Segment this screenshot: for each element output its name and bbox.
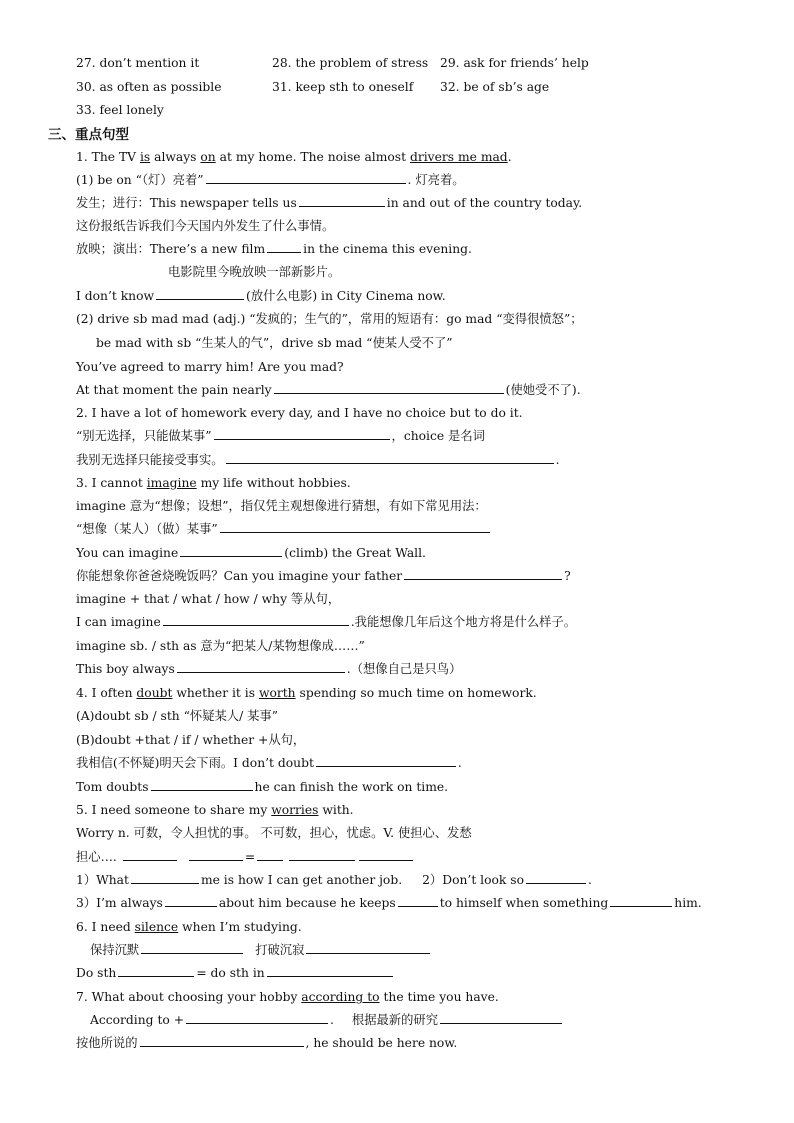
answer-blank[interactable] <box>180 545 282 557</box>
exercise-line: 你能想象你爸爸烧晚饭吗？Can you imagine your father ? <box>76 569 571 583</box>
answer-blank[interactable] <box>118 965 194 977</box>
answer-blank[interactable] <box>440 1012 562 1024</box>
exercise-line: At that moment the pain nearly (使她受不了). <box>76 383 581 397</box>
exercise-line: I don’t know (放什么电影) in City Cinema now. <box>76 289 446 303</box>
answer-blank[interactable] <box>267 241 301 253</box>
answer-blank[interactable] <box>316 755 456 767</box>
answer-blank[interactable] <box>165 895 217 907</box>
sentence-5: 5. I need someone to share my worries with. <box>76 803 354 817</box>
note-imagine: imagine 意为“想像；设想”，指仅凭主观想像进行猜想，有如下常见用法： <box>76 499 487 513</box>
phrase-33: 33. feel lonely <box>76 103 164 117</box>
note-imagine-clause: imagine + that / what / how / why 等从句， <box>76 592 341 606</box>
phrase-32: 32. be of sb’s age <box>440 80 550 94</box>
answer-blank[interactable] <box>141 942 243 954</box>
section-title: 三、重点句型 <box>48 127 129 143</box>
answer-blank[interactable] <box>156 288 244 300</box>
exercise-line: 3）I’m always about him because he keeps to himself when something him. <box>76 896 702 910</box>
sentence-7: 7. What about choosing your hobby according to the time you have. <box>76 990 499 1004</box>
answer-blank[interactable] <box>398 895 438 907</box>
note-show: 放映；演出：There’s a new film in the cinema this evening. <box>76 242 472 256</box>
answer-blank[interactable] <box>274 382 504 394</box>
answer-blank[interactable] <box>177 661 345 673</box>
phrase-30: 30. as often as possible <box>76 80 222 94</box>
note-imagine-as: imagine sb. / sth as 意为“把某人/某物想像成……” <box>76 639 365 653</box>
exercise-line: This boy always .（想像自己是只鸟） <box>76 662 462 676</box>
phrase-31: 31. keep sth to oneself <box>272 80 414 94</box>
answer-blank[interactable] <box>289 849 355 861</box>
exercise-line: You can imagine (climb) the Great Wall. <box>76 546 426 560</box>
answer-blank[interactable] <box>186 1012 328 1024</box>
sentence-3: 3. I cannot imagine my life without hobbies. <box>76 476 351 490</box>
answer-blank[interactable] <box>131 872 199 884</box>
answer-blank[interactable] <box>299 195 385 207</box>
answer-blank[interactable] <box>404 568 562 580</box>
answer-blank[interactable] <box>267 965 393 977</box>
exercise-line: According to + . 根据最新的研究 <box>90 1012 564 1028</box>
sentence-4: 4. I often doubt whether it is worth spending so much time on homework. <box>76 686 537 700</box>
answer-blank[interactable] <box>163 614 349 626</box>
exercise-line: 我相信(不怀疑)明天会下雨。I don’t doubt . <box>76 756 462 770</box>
exercise-line: I can imagine .我能想像几年后这个地方将是什么样子。 <box>76 615 577 629</box>
sentence-1: 1. The TV is always on at my home. The noise almost drivers me mad. <box>76 150 512 164</box>
exercise-line: 我别无选择只能接受事实。 . <box>76 453 560 467</box>
note-choice: “别无选择，只能做某事” ，choice 是名词 <box>76 429 485 443</box>
answer-blank[interactable] <box>206 172 406 184</box>
phrase-28: 28. the problem of stress <box>272 56 429 70</box>
note-worry: Worry n. 可数，令人担忧的事。 不可数，担心，忧虑。V. 使担心、发愁 <box>76 826 472 840</box>
exercise-line: 担心…. = <box>76 849 415 865</box>
exercise-line: 保持沉默 打破沉寂 <box>90 942 432 958</box>
example-line: You’ve agreed to marry him! Are you mad? <box>76 360 344 374</box>
answer-blank[interactable] <box>189 849 243 861</box>
answer-blank[interactable] <box>220 521 490 533</box>
answer-blank[interactable] <box>140 1035 304 1047</box>
exercise-line: 按他所说的 , he should be here now. <box>76 1036 458 1050</box>
note-be-on: (1) be on “（灯）亮着” . 灯亮着。 <box>76 173 465 187</box>
note-drive-mad: (2) drive sb mad mad (adj.) “发疯的；生气的”，常用的短语有：go mad “变得很愤怒”； <box>76 312 583 326</box>
exercise-line: Tom doubts he can finish the work on time. <box>76 780 449 794</box>
answer-blank[interactable] <box>306 942 430 954</box>
answer-blank[interactable] <box>610 895 672 907</box>
exercise-line: 1）What me is how I can get another job. 2）Don’t look so . <box>76 873 592 887</box>
sentence-2: 2. I have a lot of homework every day, and I have no choice but to do it. <box>76 406 523 420</box>
note-imagine-usage: “想像（某人）（做）某事” <box>76 521 492 537</box>
answer-blank[interactable] <box>359 849 413 861</box>
answer-blank[interactable] <box>257 849 283 861</box>
exercise-line: Do sth = do sth in <box>76 965 395 981</box>
answer-blank[interactable] <box>151 779 253 791</box>
answer-blank[interactable] <box>123 849 177 861</box>
translation-line: 这份报纸告诉我们今天国内外发生了什么事情。 <box>76 219 335 233</box>
note-doubt-a: (A)doubt sb / sth “怀疑某人/ 某事” <box>76 709 279 723</box>
answer-blank[interactable] <box>526 872 586 884</box>
answer-blank[interactable] <box>214 428 390 440</box>
translation-line: 电影院里今晚放映一部新影片。 <box>168 265 341 279</box>
answer-blank[interactable] <box>226 452 554 464</box>
phrase-29: 29. ask for friends’ help <box>440 56 589 70</box>
note-doubt-b: (B)doubt +that / if / whether +从句， <box>76 733 306 747</box>
note-drive-mad-usage: be mad with sb “生某人的气”，drive sb mad “使某人受不了” <box>96 336 453 350</box>
phrase-27: 27. don’t mention it <box>76 56 200 70</box>
note-happen: 发生；进行：This newspaper tells us in and out of the country today. <box>76 196 583 210</box>
sentence-6: 6. I need silence when I’m studying. <box>76 920 302 934</box>
